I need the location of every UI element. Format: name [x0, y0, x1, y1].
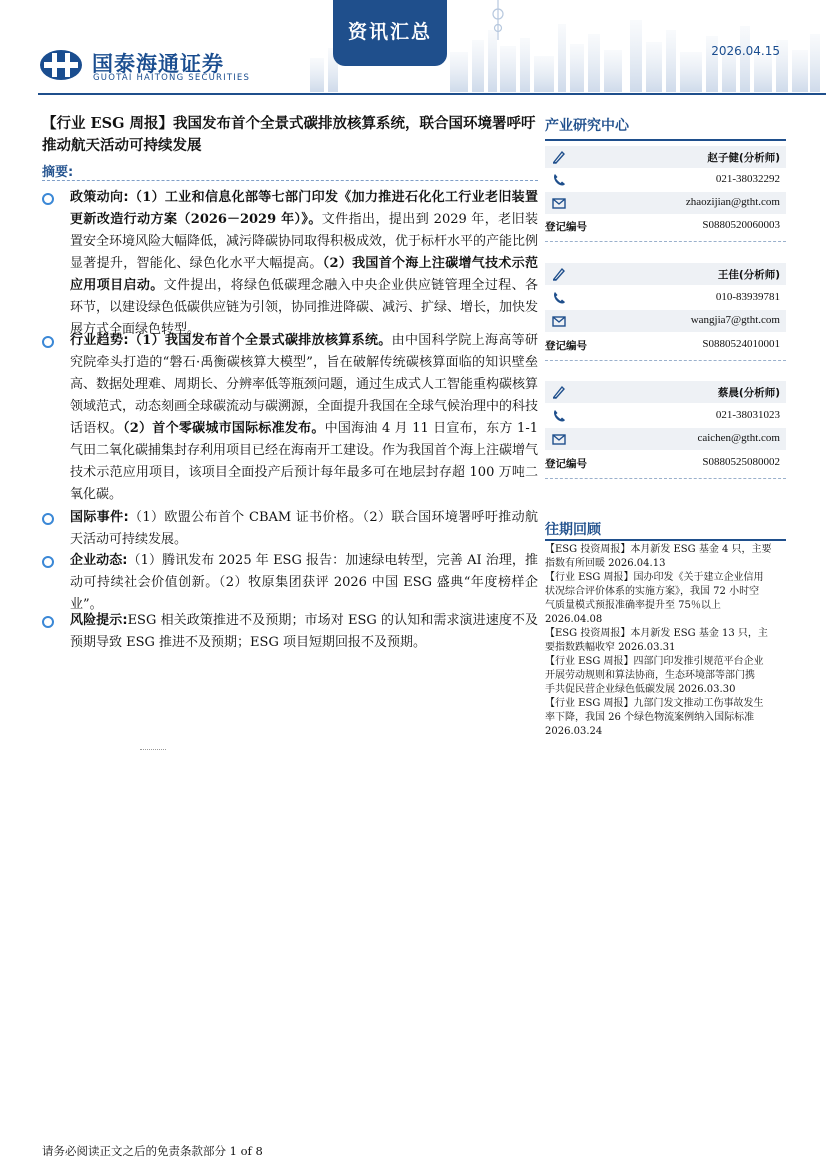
- research-center-divider: [545, 139, 786, 141]
- policy-paragraph: [70, 187, 538, 341]
- analyst-phone: 021-38031023: [715, 409, 780, 421]
- past-review-line: 状况综合评价体系的实施方案》，我国 72 小时空: [545, 586, 760, 597]
- pen-icon: [551, 149, 567, 165]
- summary-divider: [42, 180, 538, 181]
- trend-paragraph: [70, 330, 538, 506]
- report-date: 2026.04.15: [711, 44, 780, 58]
- report-title: 【行业 ESG 周报】我国发布首个全景式碳排放核算系统，联合国环境署呼吁推动航天活动可持续发展: [42, 115, 536, 154]
- analyst-email[interactable]: caichen@gtht.com: [697, 432, 780, 444]
- past-review-line: 2026.03.24: [545, 726, 603, 737]
- bullet-icon: [42, 336, 54, 348]
- analyst-reg-row: [545, 215, 786, 237]
- analyst-separator: [545, 478, 786, 479]
- reg-label: 登记编号: [545, 221, 587, 233]
- pen-icon: [551, 384, 567, 400]
- bullet-icon: [42, 193, 54, 205]
- paragraph-text: 由中国科学院上海高等研究院牵头打造的“磐石·禹衡碳核算大模型”，旨在破解传统碳核算面临的知识壁垒高、数据处理难、周期长、分辨率低等瓶颈问题，通过生成式人工智能重构碳核算领域范式，动态刻画全球碳流动与碳溯源，全面提升我国在全球气候治理中的科技话语权。: [70, 333, 539, 436]
- past-review-line: 【行业 ESG 周报】九部门发文推动工伤事故发生: [545, 698, 764, 709]
- company-name-cn: 国泰海通证券: [92, 52, 224, 76]
- page-footer: 请务必阅读正文之后的免责条款部分 1 of 8: [42, 1144, 263, 1158]
- page-header: [0, 0, 826, 96]
- reg-label: 登记编号: [545, 458, 587, 470]
- past-review-line: 【行业 ESG 周报】国办印发《关于建立企业信用: [545, 572, 764, 583]
- past-review-item[interactable]: [545, 697, 787, 739]
- phone-icon: [551, 172, 567, 188]
- email-icon: [551, 313, 567, 329]
- paragraph-highlight: （1）工业和信息化部等七部门印发《加力推进石化化工行业老旧装置更新改造行动方案（2026－2029 年）》。: [70, 190, 538, 227]
- phone-icon: [551, 290, 567, 306]
- analyst-name: 赵子健(分析师): [707, 152, 780, 164]
- pen-icon: [551, 266, 567, 282]
- analyst-name-row: [545, 381, 786, 403]
- analyst-phone-row: [545, 287, 786, 309]
- past-review-line: 【ESG 投资周报】本月新发 ESG 基金 4 只，主要: [545, 544, 772, 555]
- bullet-icon: [42, 616, 54, 628]
- past-review-line: 【行业 ESG 周报】四部门印发推引规范平台企业: [545, 656, 764, 667]
- analyst-reg-number: S0880524010001: [702, 338, 780, 350]
- analyst-phone: 010-83939781: [715, 291, 780, 303]
- email-icon: [551, 431, 567, 447]
- past-review-item[interactable]: [545, 655, 787, 697]
- analyst-phone-row: [545, 169, 786, 191]
- paragraph-text: 文件指出，提出到 2029 年，老旧装置安全环境风险大幅降低，减污降碳协同取得积极成效，优于标杆水平的产能比例显著提升，智能化、绿色化水平大幅提高。: [70, 212, 539, 271]
- past-review-line: 指数有所回暖 2026.04.13: [545, 558, 666, 569]
- paragraph-text: （1）欧盟公布首个 CBAM 证书价格。（2）联合国环境署呼吁推动航天活动可持续发展。: [70, 510, 538, 547]
- analyst-name-row: [545, 146, 786, 168]
- paragraph-highlight: （1）我国发布首个全景式碳排放核算系统。: [128, 333, 392, 348]
- report-type-tab: [333, 0, 447, 66]
- past-review-line: 开展劳动规则和算法协商，生态环境部等部门携: [545, 670, 755, 681]
- analyst-email-row: [545, 192, 786, 214]
- phone-icon: [551, 408, 567, 424]
- research-center-heading: 产业研究中心: [545, 118, 629, 134]
- analyst-phone-row: [545, 405, 786, 427]
- past-review-line: 【ESG 投资周报】本月新发 ESG 基金 13 只，主: [545, 628, 768, 639]
- paragraph-text: （1）腾讯发布 2025 年 ESG 报告：加速绿电转型，完善 AI 治理，推动可持续社会价值创新。（2）牧原集团获评 2026 中国 ESG 盛典“年度榜样企业”。: [70, 553, 539, 612]
- company-name-en: GUOTAI HAITONG SECURITIES: [93, 73, 251, 83]
- email-icon: [551, 195, 567, 211]
- international-paragraph: [70, 507, 538, 551]
- paragraph-label: 行业趋势:: [70, 333, 129, 348]
- report-type-label: 资讯汇总: [347, 21, 432, 43]
- past-review-line: 率下降，我国 26 个绿色物流案例纳入国际标准: [545, 712, 755, 723]
- analyst-reg-number: S0880520060003: [702, 219, 780, 231]
- past-reviews-divider: [545, 539, 786, 541]
- header-divider: [38, 93, 826, 95]
- analyst-separator: [545, 360, 786, 361]
- past-review-line: 手共促民营企业绿色低碳发展 2026.03.30: [545, 684, 736, 695]
- paragraph-text: 中国海油 4 月 11 日宣布，东方 1-1 气田二氧化碳捕集封存利用项目已经在海南开工建设。作为我国首个海上注碳增气技术示范应用项目，该项目全面投产后预计每年最多可在地层封存超 100 万吨二氧化碳。: [70, 421, 539, 502]
- risk-paragraph: [70, 610, 538, 654]
- company-logo-icon: [38, 48, 84, 82]
- paragraph-label: 风险提示:: [70, 613, 128, 628]
- analyst-reg-row: [545, 452, 786, 474]
- past-reviews-heading: 往期回顾: [545, 522, 601, 538]
- analyst-reg-row: [545, 334, 786, 356]
- past-review-line: 要指数跌幅收窄 2026.03.31: [545, 642, 676, 653]
- bullet-icon: [42, 513, 54, 525]
- paragraph-label: 企业动态:: [70, 553, 128, 568]
- past-review-item[interactable]: [545, 543, 787, 571]
- past-review-line: 气质量模式预报准确率提升至 75％以上: [545, 600, 721, 611]
- decorative-dots: [140, 749, 166, 750]
- analyst-name: 王佳(分析师): [717, 269, 780, 281]
- past-review-item[interactable]: [545, 627, 787, 655]
- analyst-email-row: [545, 428, 786, 450]
- past-review-item[interactable]: [545, 571, 787, 627]
- analyst-name: 蔡晨(分析师): [717, 387, 780, 399]
- past-review-line: 2026.04.08: [545, 614, 603, 625]
- paragraph-highlight: （2）我国首个海上注碳增气技术示范应用项目启动。: [70, 256, 538, 293]
- paragraph-text: ESG 相关政策推进不及预期；市场对 ESG 的认知和需求演进速度不及预期导致 ESG 推进不及预期；ESG 项目短期回报不及预期。: [70, 613, 538, 650]
- analyst-reg-number: S0880525080002: [702, 456, 780, 468]
- analyst-email-row: [545, 310, 786, 332]
- paragraph-highlight: （2）首个零碳城市国际标准发布。: [123, 421, 325, 436]
- paragraph-label: 国际事件:: [70, 510, 129, 525]
- analyst-phone: 021-38032292: [715, 173, 780, 185]
- enterprise-paragraph: [70, 550, 538, 616]
- analyst-email[interactable]: zhaozijian@gtht.com: [685, 196, 780, 208]
- paragraph-label: 政策动向:: [70, 190, 129, 205]
- bullet-icon: [42, 556, 54, 568]
- analyst-separator: [545, 241, 786, 242]
- reg-label: 登记编号: [545, 340, 587, 352]
- summary-label: 摘要:: [42, 165, 74, 180]
- analyst-name-row: [545, 263, 786, 285]
- analyst-email[interactable]: wangjia7@gtht.com: [690, 314, 780, 326]
- paragraph-text: 文件提出，将绿色低碳理念融入中央企业供应链管理全过程、各环节，以建设绿色低碳供应链为引领，协同推进降碳、减污、扩绿、增长，加快发展方式全面绿色转型。: [70, 278, 539, 337]
